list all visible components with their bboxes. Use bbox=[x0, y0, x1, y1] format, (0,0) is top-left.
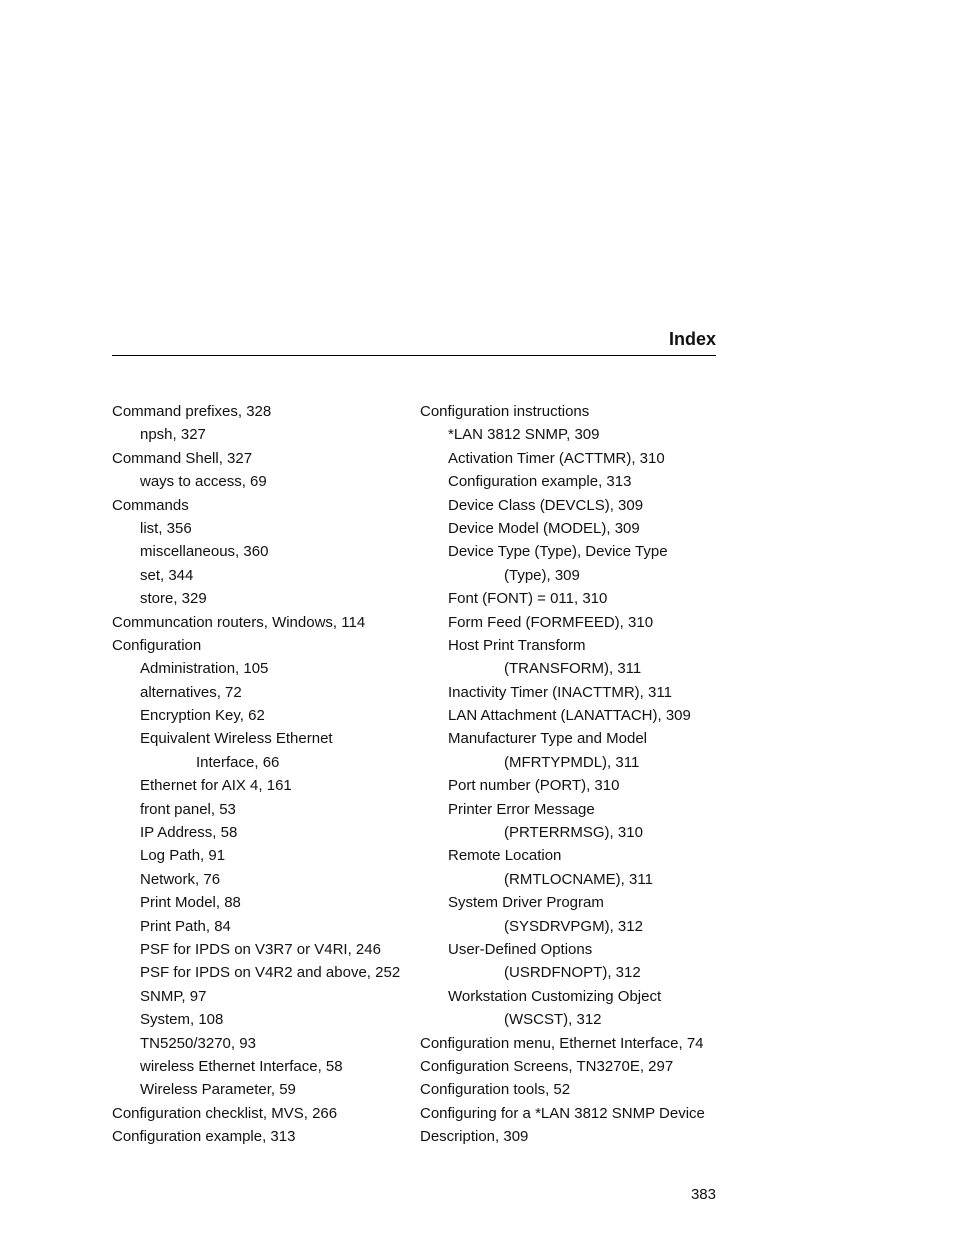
index-entry: Ethernet for AIX 4, 161 bbox=[140, 777, 292, 795]
index-entry: Description, 309 bbox=[420, 1128, 529, 1146]
index-entry: Network, 76 bbox=[140, 870, 221, 888]
index-entry: IP Address, 58 bbox=[140, 824, 238, 842]
index-entry: System, 108 bbox=[140, 1011, 224, 1029]
index-column-right bbox=[420, 400, 720, 1149]
index-entry: Log Path, 91 bbox=[140, 847, 226, 865]
index-entry: (USRDFNOPT), 312 bbox=[504, 964, 641, 982]
index-entry: SNMP, 97 bbox=[140, 987, 207, 1005]
index-entry: npsh, 327 bbox=[140, 426, 206, 444]
index-entry: Device Model (MODEL), 309 bbox=[448, 519, 640, 537]
index-entry: Configuration bbox=[112, 636, 202, 654]
index-entry: Font (FONT) = 011, 310 bbox=[448, 590, 608, 608]
page-number: 383 bbox=[690, 1186, 716, 1203]
index-entry: Activation Timer (ACTTMR), 310 bbox=[448, 449, 665, 467]
index-entry: Remote Location bbox=[448, 847, 562, 865]
index-entry: Configuration example, 313 bbox=[112, 1128, 296, 1146]
index-entry: Inactivity Timer (INACTTMR), 311 bbox=[448, 683, 672, 701]
index-entry: Interface, 66 bbox=[196, 753, 280, 771]
index-entry: System Driver Program bbox=[448, 894, 604, 912]
index-entry: (TRANSFORM), 311 bbox=[504, 660, 642, 678]
index-entry: set, 344 bbox=[140, 566, 194, 584]
index-entry: (PRTERRMSG), 310 bbox=[504, 824, 643, 842]
index-entry: alternatives, 72 bbox=[140, 683, 242, 701]
index-entry: Form Feed (FORMFEED), 310 bbox=[448, 613, 654, 631]
index-entry: (RMTLOCNAME), 311 bbox=[504, 870, 653, 888]
index-entry: Port number (PORT), 310 bbox=[448, 777, 620, 795]
index-entry: Configuration menu, Ethernet Interface, 74 bbox=[420, 1034, 704, 1052]
index-entry: Device Type (Type), Device Type bbox=[448, 543, 668, 561]
index-entry: (MFRTYPMDL), 311 bbox=[504, 753, 640, 771]
index-entry: Workstation Customizing Object bbox=[448, 987, 662, 1005]
index-entry: store, 329 bbox=[140, 590, 207, 608]
index-entry: Equivalent Wireless Ethernet bbox=[140, 730, 333, 748]
index-entry: User-Defined Options bbox=[448, 940, 593, 958]
index-entry: Wireless Parameter, 59 bbox=[140, 1081, 296, 1099]
index-entry: ways to access, 69 bbox=[140, 473, 267, 491]
page-title: Index bbox=[668, 329, 716, 349]
index-entry: Administration, 105 bbox=[140, 660, 269, 678]
index-entry: Configuration Screens, TN3270E, 297 bbox=[420, 1057, 674, 1075]
index-entry: miscellaneous, 360 bbox=[140, 543, 269, 561]
index-entry: *LAN 3812 SNMP, 309 bbox=[448, 426, 600, 444]
index-entry: LAN Attachment (LANATTACH), 309 bbox=[448, 707, 691, 725]
index-entry: Printer Error Message bbox=[448, 800, 595, 818]
index-entry: Host Print Transform bbox=[448, 636, 586, 654]
index-entry: Print Model, 88 bbox=[140, 894, 241, 912]
index-entry: (SYSDRVPGM), 312 bbox=[504, 917, 643, 935]
index-entry: Command prefixes, 328 bbox=[112, 403, 272, 420]
index-entry: Configuring for a *LAN 3812 SNMP Device bbox=[420, 1104, 705, 1122]
index-entry: Encryption Key, 62 bbox=[140, 707, 265, 725]
index-column-left bbox=[112, 400, 412, 1149]
index-entry: Communcation routers, Windows, 114 bbox=[112, 613, 366, 631]
index-entry: front panel, 53 bbox=[140, 800, 236, 818]
index-entry: Configuration example, 313 bbox=[448, 473, 632, 491]
index-entry: Configuration tools, 52 bbox=[420, 1081, 571, 1099]
index-entry: Device Class (DEVCLS), 309 bbox=[448, 496, 644, 514]
index-entry: Command Shell, 327 bbox=[112, 449, 253, 467]
index-entry: list, 356 bbox=[140, 519, 192, 537]
index-entry: Configuration checklist, MVS, 266 bbox=[112, 1104, 338, 1122]
index-entry: Configuration instructions bbox=[420, 403, 590, 420]
title-divider bbox=[112, 355, 716, 356]
index-entry: (WSCST), 312 bbox=[504, 1011, 602, 1029]
index-entry: PSF for IPDS on V4R2 and above, 252 bbox=[140, 964, 401, 982]
index-entry: wireless Ethernet Interface, 58 bbox=[140, 1057, 343, 1075]
index-entry: PSF for IPDS on V3R7 or V4RI, 246 bbox=[140, 940, 381, 958]
index-entry: (Type), 309 bbox=[504, 566, 580, 584]
index-entry: Print Path, 84 bbox=[140, 917, 231, 935]
index-entry: Manufacturer Type and Model bbox=[448, 730, 648, 748]
index-entry: TN5250/3270, 93 bbox=[140, 1034, 256, 1052]
index-entry: Commands bbox=[112, 496, 189, 514]
